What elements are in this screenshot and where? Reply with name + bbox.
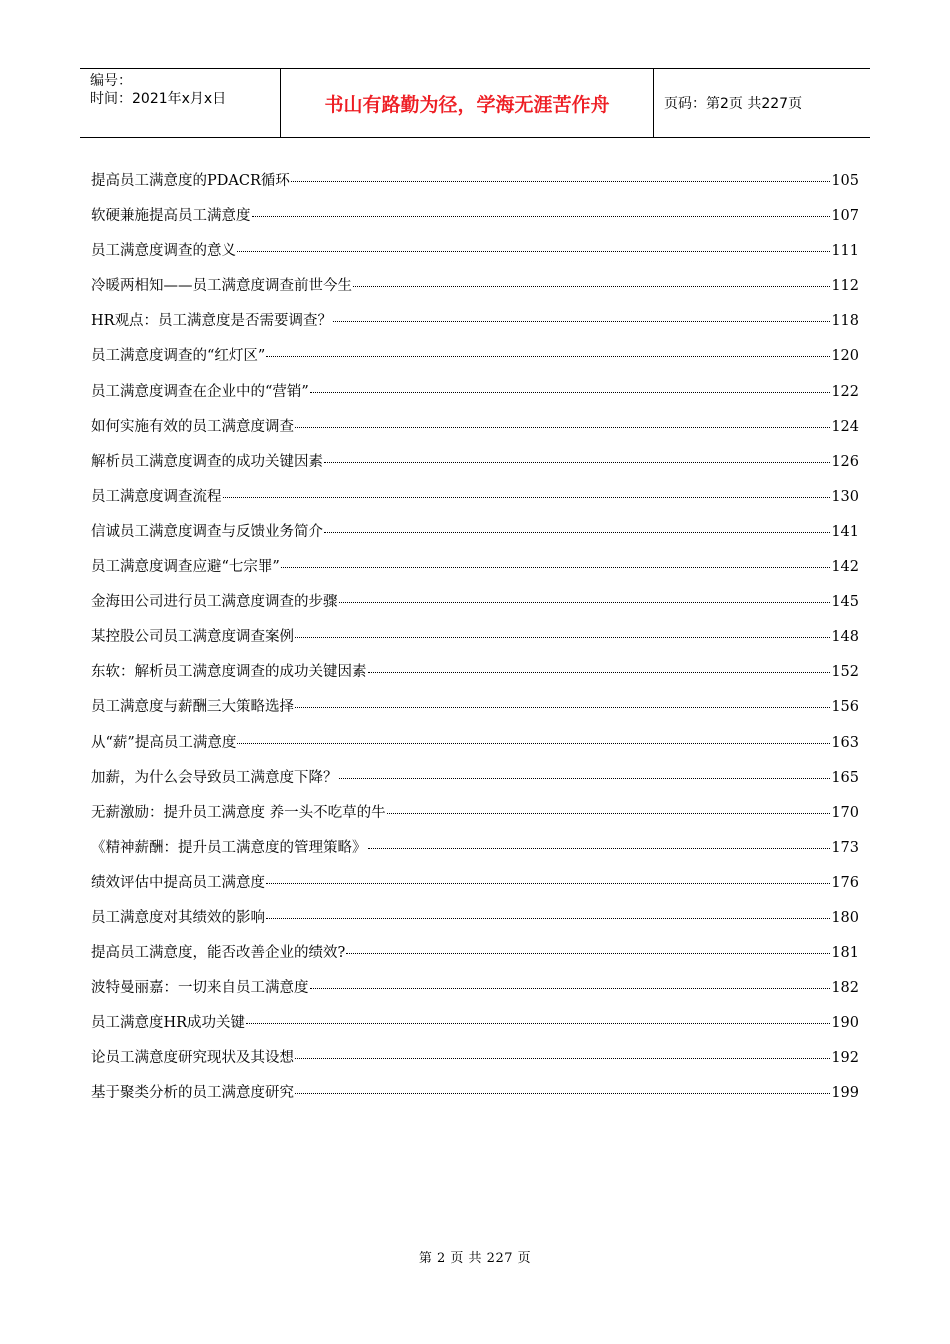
toc-entry-page: 120: [831, 348, 859, 365]
toc-entry-title: 员工满意度与薪酬三大策略选择: [91, 699, 294, 716]
toc-leader-dots: [237, 237, 830, 252]
toc-entry[interactable]: [91, 345, 859, 380]
toc-entry[interactable]: [91, 310, 859, 345]
toc-entry-page: 130: [831, 488, 859, 505]
toc-entry[interactable]: [91, 486, 859, 521]
toc-entry-page: 118: [831, 313, 859, 330]
toc-entry[interactable]: [91, 942, 859, 977]
toc-entry[interactable]: [91, 1047, 859, 1082]
toc-entry[interactable]: [91, 240, 859, 275]
toc-entry[interactable]: [91, 696, 859, 731]
toc-entry-page: 165: [831, 769, 859, 786]
header-page-info: 页码：第2页 共227页: [664, 96, 803, 112]
toc-entry-title: 员工满意度对其绩效的影响: [91, 909, 265, 926]
header-meta: [80, 69, 281, 137]
toc-leader-dots: [266, 342, 830, 357]
toc-entry-page: 141: [831, 523, 859, 540]
toc-entry-page: 192: [831, 1050, 859, 1067]
page-footer: 第 2 页 共 227 页: [418, 1251, 532, 1266]
toc-entry-page: 122: [831, 383, 859, 400]
toc-leader-dots: [295, 623, 830, 638]
toc-entry-page: 107: [831, 208, 859, 225]
toc-entry-page: 170: [831, 804, 859, 821]
toc-entry-title: 《精神薪酬：提升员工满意度的管理策略》: [91, 839, 367, 856]
toc-entry-title: 论员工满意度研究现状及其设想: [91, 1050, 294, 1067]
toc-entry-page: 156: [831, 699, 859, 716]
toc-entry-title: 员工满意度调查应避“七宗罪”: [91, 559, 280, 576]
toc-entry[interactable]: [91, 1082, 859, 1117]
toc-entry-title: 软硬兼施提高员工满意度: [91, 208, 251, 225]
toc-entry-page: 176: [831, 874, 859, 891]
toc-leader-dots: [295, 413, 830, 428]
toc-entry-page: 199: [831, 1085, 859, 1102]
toc-entry-title: 员工满意度调查在企业中的“营销”: [91, 383, 309, 400]
toc-leader-dots: [333, 307, 830, 322]
toc-entry-page: 124: [831, 418, 859, 435]
toc-entry-page: 180: [831, 909, 859, 926]
toc-entry[interactable]: [91, 626, 859, 661]
toc-leader-dots: [310, 378, 830, 393]
toc-entry-title: 员工满意度调查的意义: [91, 243, 236, 260]
toc-entry-page: 105: [831, 173, 859, 189]
toc-leader-dots: [310, 974, 831, 989]
toc-entry[interactable]: [91, 802, 859, 837]
toc-entry[interactable]: [91, 205, 859, 240]
toc-entry-title: 信诚员工满意度调查与反馈业务简介: [91, 523, 323, 540]
toc-entry[interactable]: [91, 872, 859, 907]
toc-entry-page: 182: [831, 980, 859, 997]
toc-leader-dots: [291, 167, 830, 182]
toc-entry[interactable]: [91, 767, 859, 802]
toc-entry[interactable]: [91, 661, 859, 696]
toc-leader-dots: [295, 1079, 830, 1094]
toc-entry[interactable]: [91, 170, 859, 205]
toc-entry[interactable]: [91, 837, 859, 872]
toc-leader-dots: [266, 869, 830, 884]
toc-entry-title: 无薪激励：提升员工满意度 养一头不吃草的牛: [91, 804, 386, 821]
toc-entry[interactable]: [91, 977, 859, 1012]
toc-entry-title: 员工满意度HR成功关键: [91, 1015, 246, 1032]
toc-entry-title: 加薪，为什么会导致员工满意度下降？: [91, 769, 338, 786]
toc-entry[interactable]: [91, 732, 859, 767]
toc-leader-dots: [339, 764, 831, 779]
toc-entry-title: 基于聚类分析的员工满意度研究: [91, 1085, 294, 1102]
date-label: 时间：2021年x月x日: [90, 91, 227, 107]
toc-entry-page: 190: [831, 1015, 859, 1032]
toc-leader-dots: [223, 483, 831, 498]
toc-entry[interactable]: [91, 591, 859, 626]
toc-entry[interactable]: [91, 381, 859, 416]
toc-entry[interactable]: [91, 521, 859, 556]
toc-leader-dots: [266, 904, 830, 919]
toc-entry-title: 东软：解析员工满意度调查的成功关键因素: [91, 664, 367, 681]
toc-entry-title: 员工满意度调查的“红灯区”: [91, 348, 266, 365]
toc-entry-page: 145: [831, 594, 859, 611]
toc-entry[interactable]: [91, 416, 859, 451]
toc-entry-title: 绩效评估中提高员工满意度: [91, 874, 265, 891]
header-motto: 书山有路勤为径，学海无涯苦作舟: [281, 69, 654, 137]
toc-entry-page: 181: [831, 945, 859, 962]
toc-leader-dots: [246, 1009, 830, 1024]
toc-leader-dots: [324, 448, 830, 463]
toc-entry[interactable]: [91, 451, 859, 486]
toc-leader-dots: [346, 939, 830, 954]
toc-leader-dots: [295, 1044, 830, 1059]
toc-entry[interactable]: [91, 275, 859, 310]
toc-entry-page: 152: [831, 664, 859, 681]
toc-leader-dots: [353, 272, 830, 287]
toc-entry-title: 某控股公司员工满意度调查案例: [91, 629, 294, 646]
toc-entry-page: 148: [831, 629, 859, 646]
toc-entry-title: 提高员工满意度的PDACR循环: [91, 173, 290, 189]
toc-entry-page: 142: [831, 559, 859, 576]
toc-entry-title: 冷暖两相知——员工满意度调查前世今生: [91, 278, 352, 295]
toc-entry-title: 如何实施有效的员工满意度调查: [91, 418, 294, 435]
toc-leader-dots: [387, 799, 831, 814]
toc-leader-dots: [295, 693, 830, 708]
toc-entry-title: 提高员工满意度，能否改善企业的绩效?: [91, 945, 346, 962]
toc-entry-page: 126: [831, 453, 859, 470]
toc-entry-page: 112: [831, 278, 859, 295]
table-of-contents: [91, 170, 859, 1118]
toc-entry-title: 从“薪”提高员工满意度: [91, 734, 237, 751]
toc-entry-page: 111: [831, 243, 859, 260]
toc-leader-dots: [368, 834, 831, 849]
toc-entry-title: 解析员工满意度调查的成功关键因素: [91, 453, 323, 470]
toc-leader-dots: [368, 658, 831, 673]
page-header: [80, 68, 870, 138]
toc-leader-dots: [237, 729, 830, 744]
toc-entry-page: 163: [831, 734, 859, 751]
toc-leader-dots: [252, 202, 831, 217]
serial-number-label: 编号：: [90, 73, 132, 89]
toc-entry-title: 员工满意度调查流程: [91, 488, 222, 505]
toc-entry-title: 金海田公司进行员工满意度调查的步骤: [91, 594, 338, 611]
toc-entry[interactable]: [91, 1012, 859, 1047]
toc-entry[interactable]: [91, 907, 859, 942]
toc-entry[interactable]: [91, 556, 859, 591]
toc-entry-title: HR观点：员工满意度是否需要调查？: [91, 313, 333, 330]
toc-leader-dots: [324, 518, 830, 533]
toc-entry-title: 波特曼丽嘉：一切来自员工满意度: [91, 980, 309, 997]
toc-entry-page: 173: [831, 839, 859, 856]
toc-leader-dots: [339, 588, 831, 603]
toc-leader-dots: [281, 553, 830, 568]
